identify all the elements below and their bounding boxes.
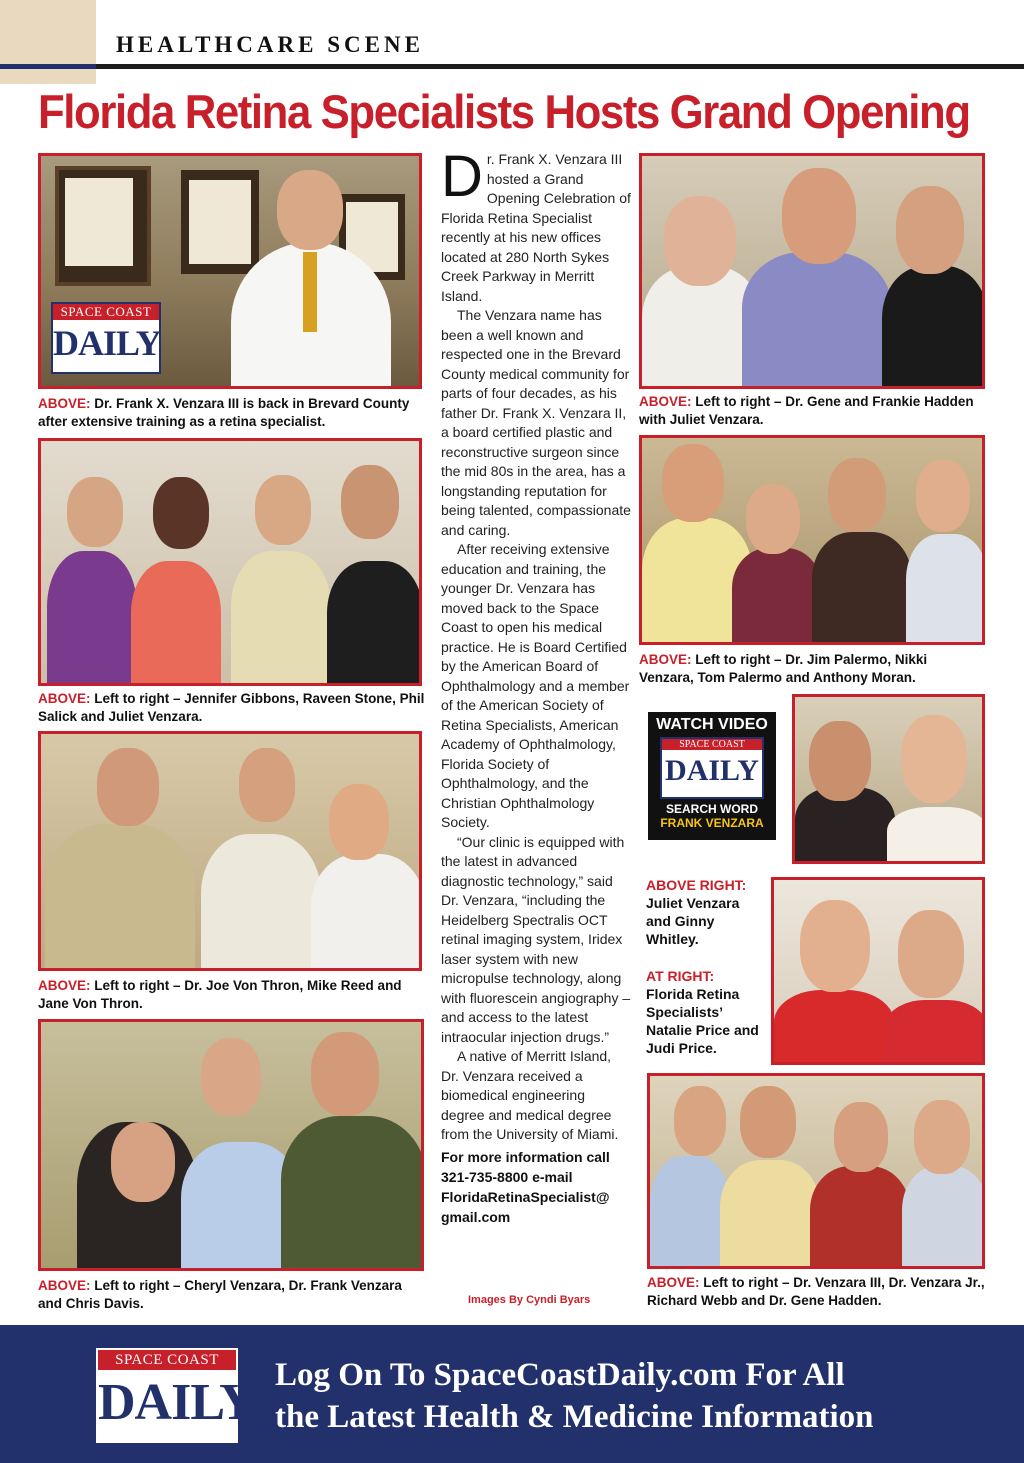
caption-text: Left to right – Dr. Venzara III, Dr. Venzara Jr., Richard Webb and Dr. Gene Hadden. xyxy=(647,1275,985,1308)
article-text: r. Frank X. Venzara III hosted a Grand Opening Celebration of Florida Retina Specialist recently at his new offices located at 280 North Sykes Creek Parkway in Merritt Island. xyxy=(441,151,631,304)
contact-info: For more information call 321-735-8800 e-mail FloridaRetinaSpecialist@ gmail.com xyxy=(441,1148,610,1225)
header-rule-accent xyxy=(0,64,96,69)
photo-group-4 xyxy=(38,1019,424,1271)
caption-6 xyxy=(639,651,985,687)
footer-banner[interactable] xyxy=(0,1325,1024,1463)
caption-text: Florida Retina Specialists’ Natalie Price and Judi Price. xyxy=(646,986,759,1056)
article-body xyxy=(441,144,631,1227)
caption-lead: ABOVE: xyxy=(639,652,692,667)
drop-cap: D xyxy=(441,144,483,209)
caption-lead: ABOVE: xyxy=(38,691,91,706)
caption-4 xyxy=(38,1277,428,1313)
caption-lead: ABOVE: xyxy=(38,1278,91,1293)
article-paragraph-1 xyxy=(441,144,631,306)
caption-above-right xyxy=(646,876,766,948)
video-logo-top: SPACE COAST xyxy=(662,739,762,750)
search-word-label: SEARCH WORD xyxy=(666,802,758,816)
caption-text: Left to right – Dr. Joe Von Thron, Mike Reed and Jane Von Thron. xyxy=(38,978,402,1011)
watch-video-box[interactable] xyxy=(648,712,776,840)
video-logo-big: DAILY xyxy=(665,754,759,787)
search-keyword: FRANK VENZARA xyxy=(660,816,764,830)
footer-logo-big: DAILY xyxy=(98,1374,256,1431)
footer-line-2: the Latest Health & Medicine Information xyxy=(275,1399,874,1435)
photo-venzara-portrait xyxy=(38,153,422,389)
caption-7 xyxy=(647,1274,987,1310)
caption-lead: ABOVE: xyxy=(38,396,91,411)
photo-group-3 xyxy=(38,731,422,971)
corner-accent xyxy=(0,0,96,84)
photo-hadden xyxy=(639,153,985,389)
video-logo xyxy=(660,737,764,799)
caption-text: Left to right – Dr. Gene and Frankie Hadden with Juliet Venzara. xyxy=(639,394,974,427)
footer-logo-top: SPACE COAST xyxy=(98,1350,236,1370)
photo-palermo xyxy=(639,435,985,645)
article-paragraph-2: The Venzara name has been a well known and respected one in the Brevard County medical community for parts of four decades, as his father Dr. Frank X. Venzara II, a board certified plastic and reconstructive surgeon since the mid 80s in the area, has a longstanding reputation for being talented, compassionate and caring. xyxy=(441,307,631,538)
photo-group-2 xyxy=(38,438,422,686)
photo-venzara-group xyxy=(647,1073,985,1269)
caption-text: Left to right – Cheryl Venzara, Dr. Frank Venzara and Chris Davis. xyxy=(38,1278,402,1311)
caption-text: Juliet Venzara and Ginny Whitley. xyxy=(646,895,740,947)
caption-lead: ABOVE: xyxy=(647,1275,700,1290)
caption-1 xyxy=(38,395,422,431)
watch-video-label: WATCH VIDEO xyxy=(656,716,768,733)
caption-text: Dr. Frank X. Venzara III is back in Brevard County after extensive training as a retina specialist. xyxy=(38,396,410,429)
caption-5 xyxy=(639,393,985,429)
article-paragraph-4: “Our clinic is equipped with the latest in advanced diagnostic technology,” said Dr. Venzara, “including the Heidelberg Spectralis OCT retinal imaging system, Iridex laser system with new micropulse technology, along with fluorescein angiography – and access to the latest intraocular injection drugs.” xyxy=(441,833,631,1045)
photo-juliet-ginny xyxy=(792,694,985,864)
article-paragraph-3: After receiving extensive education and training, the younger Dr. Venzara has moved back to the Space Coast to open his medical practice. He is Board Certified by the American Board of Ophthalmology and a member of the American Society of Retina Specialists, American Academy of Ophthalmology, Florida Society of Ophthalmology, and the Christian Ophthalmology Society. xyxy=(441,541,630,830)
space-coast-daily-logo xyxy=(51,302,161,374)
footer-logo[interactable] xyxy=(96,1348,256,1443)
caption-at-right xyxy=(646,967,766,1057)
caption-lead: ABOVE RIGHT: xyxy=(646,877,747,893)
photo-credit: Images By Cyndi Byars xyxy=(468,1294,591,1306)
headline: Florida Retina Specialists Hosts Grand Opening xyxy=(38,85,970,138)
header-rule xyxy=(96,64,1024,69)
caption-3 xyxy=(38,977,422,1013)
section-label: HEALTHCARE SCENE xyxy=(116,32,424,57)
article-paragraph-5: A native of Merritt Island, Dr. Venzara received a biomedical engineering degree and medical degree from the University of Miami. xyxy=(441,1048,619,1142)
caption-lead: ABOVE: xyxy=(38,978,91,993)
caption-text: Left to right – Dr. Jim Palermo, Nikki Venzara, Tom Palermo and Anthony Moran. xyxy=(639,652,928,685)
caption-text: Left to right – Jennifer Gibbons, Raveen Stone, Phil Salick and Juliet Venzara. xyxy=(38,691,425,724)
logo-big-text: DAILY xyxy=(53,323,161,363)
caption-lead: AT RIGHT: xyxy=(646,968,715,984)
footer-line-1: Log On To SpaceCoastDaily.com For All xyxy=(275,1357,845,1393)
photo-price xyxy=(771,877,985,1065)
caption-lead: ABOVE: xyxy=(639,394,692,409)
logo-top-text: SPACE COAST xyxy=(53,304,159,320)
caption-2 xyxy=(38,690,430,726)
